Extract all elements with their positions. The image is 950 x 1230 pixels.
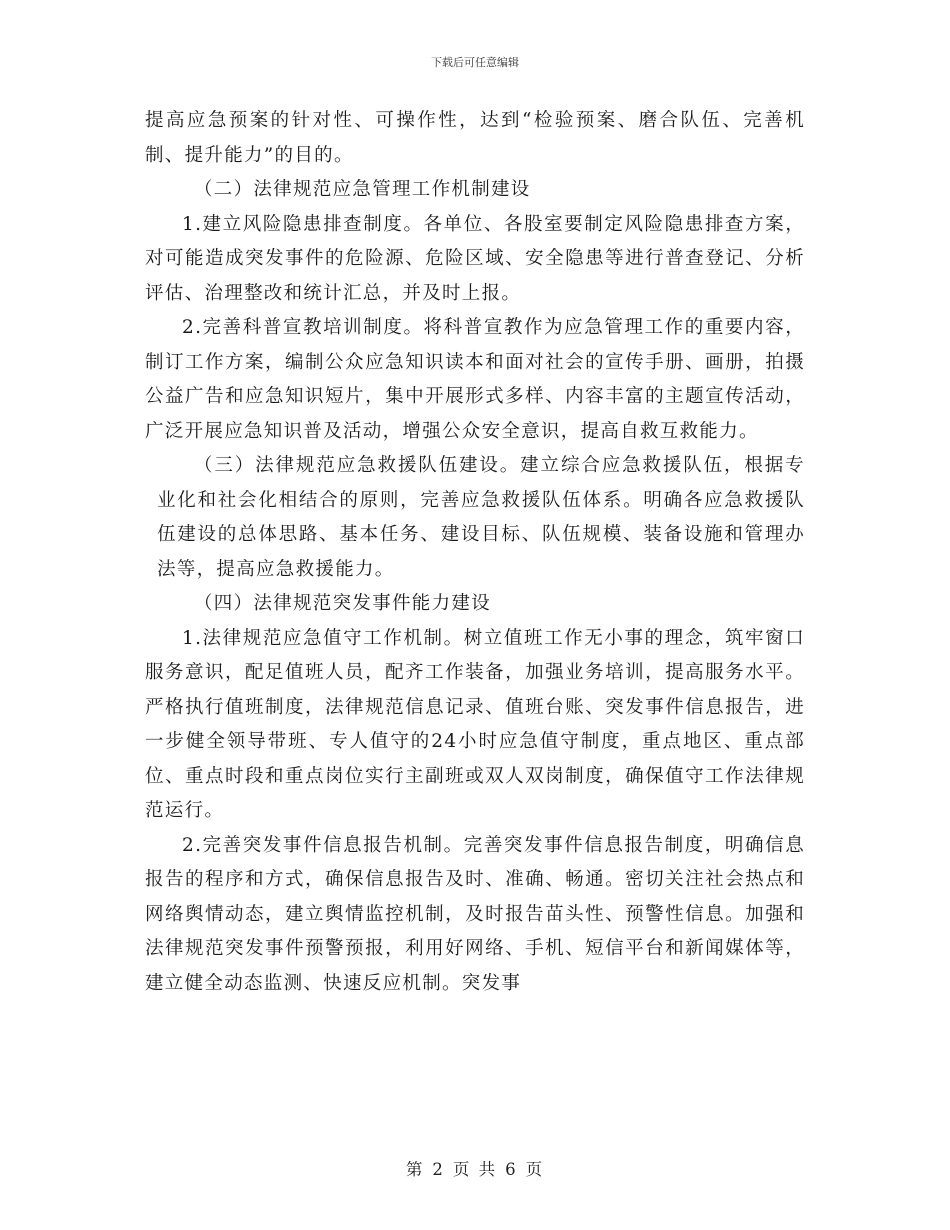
paragraph-continuation: 提高应急预案的针对性、可操作性，达到“检验预案、磨合队伍、完善机制、提升能力”的目的。	[145, 110, 805, 166]
footer-suffix: 页	[525, 1160, 545, 1179]
paragraph-info-report: 2.完善突发事件信息报告机制。完善突发事件信息报告制度，明确信息报告的程序和方式，确保信息报告及时、准确、畅通。密切关注社会热点和网络舆情动态，建立舆情监控机制，及时报告苗头性、预警性信息。加强和法律规范突发事件预警预报，利用好网络、手机、短信平台和新闻媒体等，建立健全动态监测、快速反应机制。突发事	[145, 834, 805, 994]
section-rescue-team: （三）法律规范应急救援队伍建设。建立综合应急救援队伍，根据专业化和社会化相结合的原则，完善应急救援队伍体系。明确各应急救援队伍建设的总体思路、基本任务、建设目标、队伍规模、装备设施和管理办法等，提高应急救援能力。	[157, 455, 805, 580]
section-heading-2: （二）法律规范应急管理工作机制建设	[194, 179, 531, 200]
page-footer	[0, 1156, 950, 1180]
paragraph-duty-mechanism: 1.法律规范应急值守工作机制。树立值班工作无小事的理念，筑牢窗口服务意识，配足值班人员，配齐工作装备，加强业务培训，提高服务水平。严格执行值班制度，法律规范信息记录、值班台账、突发事件信息报告，进一步健全领导带班、专人值守的24小时应急值守制度，重点地区、重点部位、重点时段和重点岗位实行主副班或双人双岗制度，确保值守工作法律规范运行。	[145, 627, 805, 821]
footer-middle: 页 共	[452, 1160, 498, 1179]
document-body	[145, 104, 805, 1001]
section-heading-4: （四）法律规范突发事件能力建设	[194, 593, 492, 614]
footer-page-number: 2	[432, 1160, 445, 1179]
footer-prefix: 第	[405, 1160, 425, 1179]
paragraph-science-education: 2.完善科普宣教培训制度。将科普宣教作为应急管理工作的重要内容，制订工作方案，编制公众应急知识读本和面对社会的宣传手册、画册，拍摄公益广告和应急知识短片，集中开展形式多样、内容丰富的主题宣传活动，广泛开展应急知识普及活动，增强公众安全意识，提高自救互救能力。	[145, 317, 805, 442]
paragraph-risk-inspection: 1.建立风险隐患排查制度。各单位、各股室要制定风险隐患排查方案，对可能造成突发事件的危险源、危险区域、安全隐患等进行普查登记、分析评估、治理整改和统计汇总，并及时上报。	[145, 213, 805, 304]
footer-total-pages: 6	[505, 1160, 518, 1179]
page-header: 下载后可任意编辑	[431, 56, 519, 69]
